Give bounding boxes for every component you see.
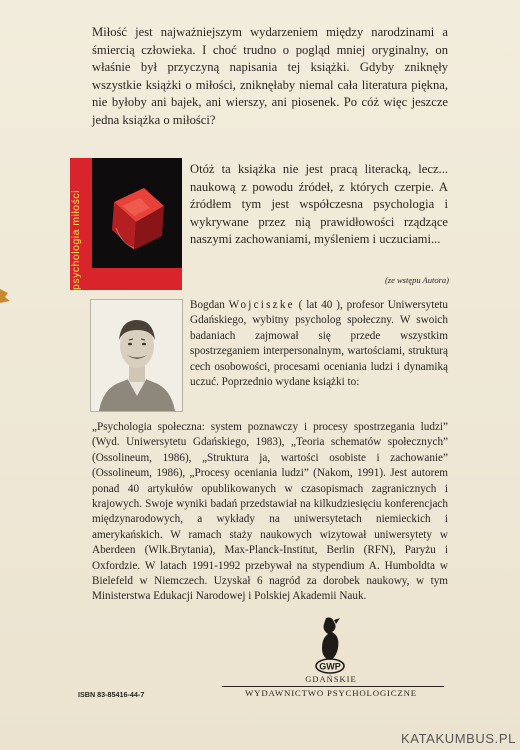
quote-source: (ze wstępu Autora) (384, 275, 449, 285)
cover-illustration (92, 158, 182, 268)
watermark: KATAKUMBUS.PL (401, 731, 516, 746)
author-bio-continued: „Psychologia społeczna: system poznawczy i procesy spostrzegania ludzi” (Wyd. Uniwersytetu Gdańskiego, 1983), „Teoria schematów społecznych” (Ossolineum, 1986), „Struktura ja, wartości osobiste i zachowanie” (Ossolineum, 1986), „Procesy oceniania ludzi” (Nakom, 1991). Jest autorem ponad 40 artykułów opublikowanych w czasopismach zagranicznych i krajowych. Swoje wyniki badań przedstawiał na kilkudziesięciu konferencjach międzynarodowych, a wykłady na uniwersytetach niemieckich i amerykańskich. W ramach staży naukowych wizytował uniwersytety w Aberdeen (Wlk.Brytania), Max-Planck-Institut, Berlin (RFN), Paryżu i Oxfordzie. W latach 1991-1992 przebywał na stypendium A. Humboldta w Bielefeld w Niemczech. Uzyskał 6 nagród za dorobek naukowy, w tym Ministerstwa Edukacji Narodowej i Polskiej Akademii Nauk. (92, 421, 448, 603)
publisher-line-2: WYDAWNICTWO PSYCHOLOGICZNE (245, 688, 417, 698)
publisher-line-1: GDAŃSKIE (305, 674, 357, 684)
spine-title: psychologia miłości (70, 190, 82, 290)
publisher-divider (222, 686, 444, 687)
intro-paragraph: Miłość jest najważniejszym wydarzeniem między narodzinami a śmiercią człowieka. I choć trudno o pogląd mniej oryginalny, on właśnie był przyczyną napisania tej książki. Gdyby zniknęły wszystkie książki o miłości, zniknęłaby niemal cała literatura piękna, nie byłoby ani bajek, ani wierszy, ani piosenek. Po cóż więc jeszcze jedna książka o miłości? (92, 25, 448, 127)
author-first-name: Bogdan (190, 299, 225, 311)
red-cube-icon (92, 158, 182, 268)
author-bio-intro: ( lat 40 ), profesor Uniwersytetu Gdańskiego, wybitny psycholog społeczny. W swoich badaniach zajmował się przede wszystkim spostrzeganiem interpersonalnym, wartościami, strukturą cech osobowości, procesami oceniania ludzi i dynamiką uczuć. Poprzednio wydane książki to: (190, 299, 449, 389)
author-photo (90, 299, 183, 412)
author-last-name: Wojciszke (228, 299, 295, 311)
isbn: ISBN 83-85416-44-7 (78, 690, 145, 699)
intro-side-paragraph: Otóż ta książka nie jest pracą literacką, lecz... naukową z powodu źródeł, z których czerpie. A źródłem tym jest współczesna psychologia i wykrywane przez nią prawidłowości rządzące naszymi zachowaniami, myśleniem i uczuciami... (190, 162, 448, 247)
publisher-logo (310, 614, 350, 676)
author-bio-top (190, 298, 448, 390)
publisher-logo-text: GWP (319, 661, 341, 672)
publisher-logo-icon (310, 614, 350, 676)
author-portrait-icon (91, 300, 182, 411)
page-tear-mark (0, 287, 12, 305)
